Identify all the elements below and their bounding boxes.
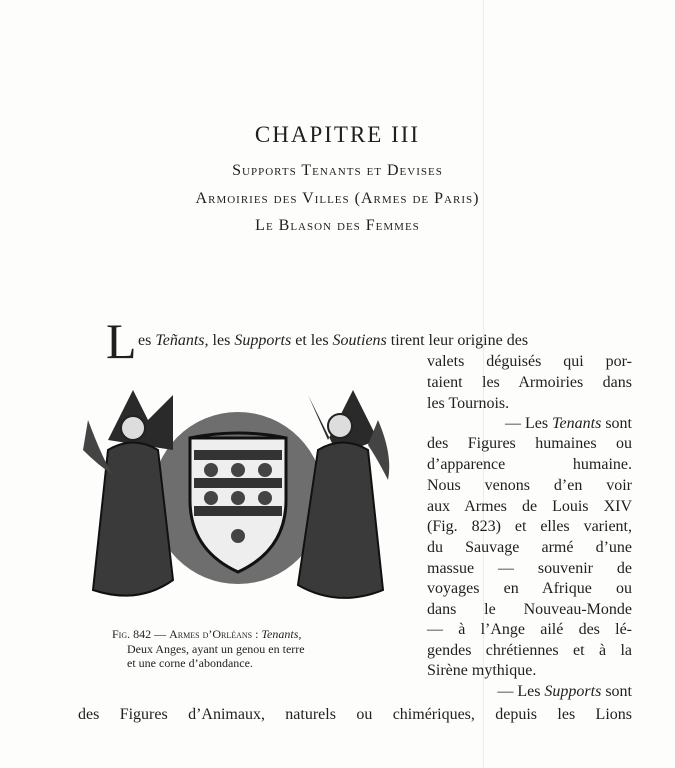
body-line-12: massue — souvenir de bbox=[427, 560, 632, 577]
figure-caption-line-3: et une corne d’abondance. bbox=[127, 656, 253, 670]
shield-roundel bbox=[204, 491, 218, 505]
shield-roundel bbox=[231, 491, 245, 505]
shield-band-3 bbox=[194, 506, 282, 516]
right-angel-head bbox=[328, 414, 352, 438]
tenants-paragraph-start: — Les Tenants sont bbox=[505, 415, 632, 432]
body-line-1: es Teñants, les Supports et les Soutiens tirent leur origine des bbox=[138, 332, 529, 349]
body-last-line: des Figures d’Animaux, naturels ou chimériques, depuis les Lions bbox=[78, 706, 632, 723]
body-line-16: gendes chrétiennes et à la bbox=[427, 642, 632, 659]
shield-roundel bbox=[258, 463, 272, 477]
shield-roundel bbox=[258, 491, 272, 505]
subtitle-blason: Le Blason des Femmes bbox=[255, 217, 420, 234]
angels-shield-drawing bbox=[78, 380, 398, 620]
body-line-7: d’apparence humaine. bbox=[427, 456, 632, 473]
supports-paragraph-start: — Les Supports sont bbox=[497, 683, 632, 700]
orleans-arms-illustration bbox=[78, 380, 398, 620]
body-line-2: valets déguisés qui por- bbox=[427, 353, 632, 370]
body-line-4: les Tournois. bbox=[427, 395, 510, 412]
body-line-15: — à l’Ange ailé des lé- bbox=[427, 621, 632, 638]
subtitle-armoiries: Armoiries des Villes (Armes de Paris) bbox=[195, 190, 480, 207]
subtitle-supports: Supports Tenants et Devises bbox=[232, 162, 443, 179]
shield-band-2 bbox=[194, 478, 282, 488]
shield-roundel bbox=[231, 463, 245, 477]
shield-band-1 bbox=[194, 450, 282, 460]
body-line-3: taient les Armoiries dans bbox=[427, 374, 632, 391]
left-angel-head bbox=[121, 416, 145, 440]
body-line-17: Sirène mythique. bbox=[427, 662, 537, 679]
figure-caption-line-2: Deux Anges, ayant un genou en terre bbox=[127, 642, 305, 656]
body-line-9: aux Armes de Louis XIV bbox=[427, 498, 632, 515]
figure-caption-line-1: Fig. 842 — Armes d’Orléans : Tenants, bbox=[112, 627, 302, 641]
drop-cap: L bbox=[106, 313, 137, 369]
body-line-10: (Fig. 823) et elles varient, bbox=[427, 518, 632, 535]
body-line-11: du Sauvage armé d’une bbox=[427, 539, 632, 556]
body-line-13: voyages en Afrique ou bbox=[427, 580, 632, 597]
chapter-title: CHAPITRE III bbox=[254, 122, 421, 147]
shield-roundel bbox=[204, 463, 218, 477]
shield-roundel bbox=[231, 529, 245, 543]
body-line-14: dans le Nouveau-Monde bbox=[427, 601, 632, 618]
body-line-8: Nous venons d’en voir bbox=[427, 477, 632, 494]
body-line-6: des Figures humaines ou bbox=[427, 435, 632, 452]
